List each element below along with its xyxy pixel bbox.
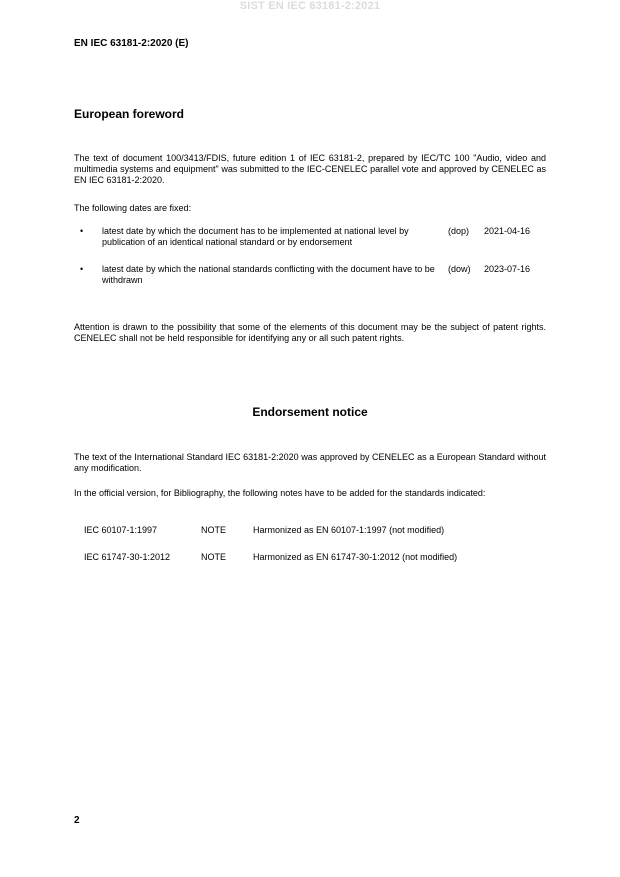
patent-attention-paragraph: Attention is drawn to the possibility that some of the elements of this document may be the subject of patent rights. CENELEC shall not be held responsible for identifying any or all such patent rights. (74, 322, 546, 343)
endorsement-text-paragraph: The text of the International Standard IEC 63181-2:2020 was approved by CENELEC as a European Standard without any modification. (74, 452, 546, 473)
watermark: SIST EN IEC 63181-2:2021 (239, 0, 381, 12)
date-item-date: 2021-04-16 (484, 226, 531, 236)
page-number: 2 (74, 815, 80, 826)
note-standard: IEC 60107-1:1997 (84, 525, 158, 535)
bullet-icon: • (80, 264, 84, 274)
note-standard: IEC 61747-30-1:2012 (84, 552, 171, 562)
date-item-text: latest date by which the document has to be implemented at national level by publication of an identical national standard or by endorsement (102, 226, 409, 247)
foreword-intro-paragraph: The text of document 100/3413/FDIS, future edition 1 of IEC 63181-2, prepared by IEC/TC 100 "Audio, video and multimedia systems and equipment" was submitted to the IEC-CENELEC parallel vote and approved by CENELEC as EN IEC 63181-2:2020. (74, 153, 546, 185)
bullet-icon: • (80, 226, 84, 236)
date-item-code: (dop) (448, 226, 470, 236)
note-text: Harmonized as EN 61747-30-1:2012 (not modified) (253, 552, 458, 562)
note-text: Harmonized as EN 60107-1:1997 (not modified) (253, 525, 445, 535)
date-item-text: latest date by which the national standards conflicting with the document have to be withdrawn (102, 264, 435, 285)
note-label: NOTE (201, 525, 227, 535)
endorsement-title: Endorsement notice (252, 405, 368, 419)
foreword-title: European foreword (74, 107, 185, 121)
dates-intro-paragraph: The following dates are fixed: (74, 203, 192, 213)
date-item-code: (dow) (448, 264, 471, 274)
note-label: NOTE (201, 552, 227, 562)
document-header: EN IEC 63181-2:2020 (E) (74, 38, 189, 49)
bibliography-intro-paragraph: In the official version, for Bibliography, the following notes have to be added for the standards indicated: (74, 488, 486, 498)
date-item-date: 2023-07-16 (484, 264, 531, 274)
